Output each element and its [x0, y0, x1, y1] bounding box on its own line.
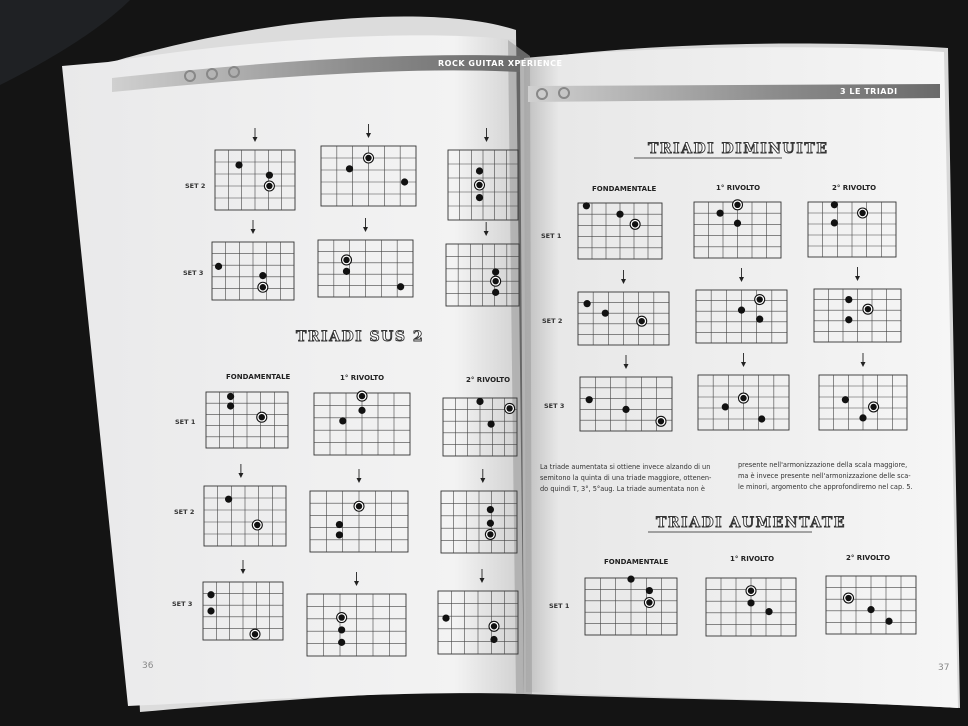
note-dot: [259, 272, 266, 279]
diminished-set-label: SET 1: [541, 232, 562, 240]
note-dot: [885, 618, 892, 625]
root-note-center: [252, 631, 258, 637]
root-note-center: [757, 296, 763, 302]
left-set-label: SET 3: [172, 600, 193, 608]
diminished-column-label: FONDAMENTALE: [592, 185, 657, 193]
note-dot: [602, 310, 609, 317]
paragraph-line: semitono la quinta di una triade maggiore, ottenen-: [540, 474, 712, 482]
note-dot: [646, 587, 653, 594]
note-dot: [207, 607, 214, 614]
note-dot: [734, 220, 741, 227]
left-section-title: TRIADI SUS 2: [296, 329, 425, 345]
note-dot: [442, 614, 449, 621]
paragraph-line: le minori, argomento che approfondiremo nel cap. 5.: [738, 483, 913, 491]
root-note-center: [359, 393, 365, 399]
left-page: [62, 35, 524, 706]
note-dot: [487, 506, 494, 513]
note-dot: [476, 398, 483, 405]
note-dot: [338, 639, 345, 646]
left-column-label: FONDAMENTALE: [226, 373, 291, 381]
note-dot: [717, 210, 724, 217]
note-dot: [758, 415, 765, 422]
note-dot: [346, 165, 353, 172]
root-note-center: [632, 221, 638, 227]
note-dot: [339, 417, 346, 424]
augmented-column-label: 2° RIVOLTO: [846, 554, 891, 562]
root-note-center: [748, 588, 754, 594]
note-dot: [492, 289, 499, 296]
note-dot: [207, 591, 214, 598]
note-dot: [584, 300, 591, 307]
diminished-column-label: 1° RIVOLTO: [716, 184, 761, 192]
note-dot: [845, 316, 852, 323]
note-dot: [401, 178, 408, 185]
note-dot: [747, 599, 754, 606]
diminished-title: TRIADI DIMINUITE: [648, 141, 829, 157]
note-dot: [358, 407, 365, 414]
root-note-center: [266, 183, 272, 189]
paragraph-line: presente nell'armonizzazione della scala maggiore,: [738, 461, 908, 469]
paragraph-line: do quindi T, 3°, 5°aug. La triade aumentata non è: [540, 485, 705, 493]
diminished-column-label: 2° RIVOLTO: [832, 184, 877, 192]
root-note-center: [658, 418, 664, 424]
left-page-number: 36: [142, 661, 154, 671]
left-upper-set-label: SET 2: [185, 182, 206, 190]
root-note-center: [259, 414, 265, 420]
note-dot: [225, 496, 232, 503]
left-header-title: ROCK GUITAR XPERIENCE: [438, 59, 563, 68]
note-dot: [397, 283, 404, 290]
note-dot: [490, 636, 497, 643]
root-note-center: [254, 522, 260, 528]
note-dot: [227, 393, 234, 400]
root-note-center: [734, 202, 740, 208]
note-dot: [738, 307, 745, 314]
note-dot: [867, 606, 874, 613]
note-dot: [266, 172, 273, 179]
note-dot: [336, 521, 343, 528]
left-set-label: SET 1: [175, 418, 196, 426]
root-note-center: [338, 614, 344, 620]
root-note-center: [356, 503, 362, 509]
root-note-center: [492, 278, 498, 284]
note-dot: [583, 202, 590, 209]
root-note-center: [487, 531, 493, 537]
left-set-label: SET 2: [174, 508, 195, 516]
note-dot: [627, 576, 634, 583]
root-note-center: [506, 405, 512, 411]
note-dot: [343, 268, 350, 275]
right-page-number: 37: [938, 663, 950, 673]
paragraph-line: La triade aumentata si ottiene invece alzando di un: [540, 463, 711, 471]
note-dot: [476, 194, 483, 201]
root-note-center: [639, 318, 645, 324]
root-note-center: [740, 395, 746, 401]
paragraph-line: ma è invece presente nell'armonizzazione delle sca-: [738, 472, 911, 480]
root-note-center: [260, 284, 266, 290]
augmented-column-label: 1° RIVOLTO: [730, 555, 775, 563]
root-note-center: [491, 623, 497, 629]
note-dot: [722, 403, 729, 410]
root-note-center: [343, 257, 349, 263]
note-dot: [215, 263, 222, 270]
note-dot: [492, 268, 499, 275]
note-dot: [488, 421, 495, 428]
root-note-center: [870, 404, 876, 410]
note-dot: [765, 608, 772, 615]
root-note-center: [646, 599, 652, 605]
note-dot: [859, 414, 866, 421]
note-dot: [338, 626, 345, 633]
root-note-center: [365, 155, 371, 161]
note-dot: [842, 396, 849, 403]
augmented-set-label: SET 1: [549, 602, 570, 610]
note-dot: [622, 406, 629, 413]
left-upper-set-label: SET 3: [183, 269, 204, 277]
left-column-label: 1° RIVOLTO: [340, 374, 385, 382]
diminished-set-label: SET 2: [542, 317, 563, 325]
root-note-center: [859, 210, 865, 216]
note-dot: [227, 402, 234, 409]
right-header-title: 3 LE TRIADI: [840, 87, 898, 96]
note-dot: [831, 219, 838, 226]
note-dot: [476, 167, 483, 174]
diminished-set-label: SET 3: [544, 402, 565, 410]
root-note-center: [865, 306, 871, 312]
augmented-title: TRIADI AUMENTATE: [656, 515, 846, 531]
augmented-column-label: FONDAMENTALE: [604, 558, 669, 566]
root-note-center: [476, 182, 482, 188]
note-dot: [487, 520, 494, 527]
note-dot: [586, 396, 593, 403]
note-dot: [616, 211, 623, 218]
left-column-label: 2° RIVOLTO: [466, 376, 511, 384]
note-dot: [831, 201, 838, 208]
note-dot: [336, 531, 343, 538]
note-dot: [845, 296, 852, 303]
note-dot: [756, 316, 763, 323]
root-note-center: [845, 595, 851, 601]
note-dot: [235, 161, 242, 168]
